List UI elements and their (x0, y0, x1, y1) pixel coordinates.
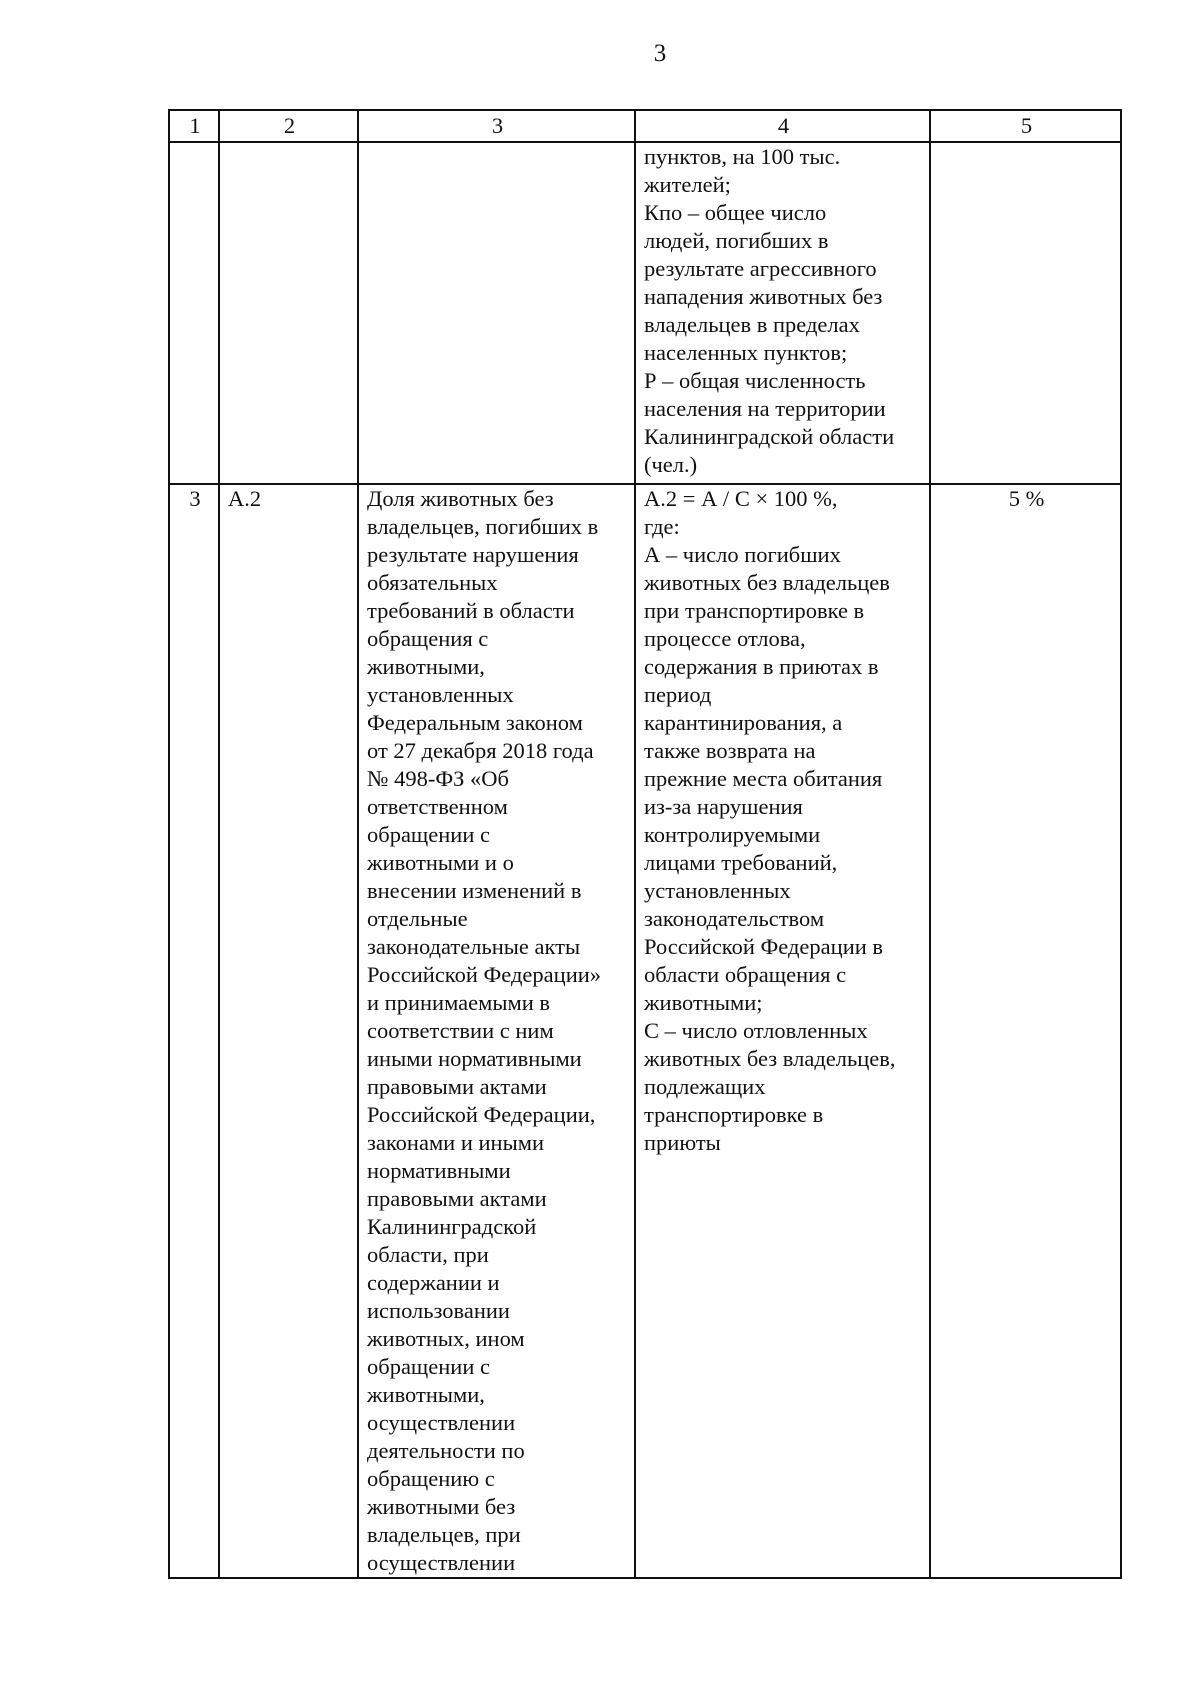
page-number: 3 (653, 40, 667, 67)
formula-text: пунктов, на 100 тыс. жителей; Кпо – общее число людей, погибших в результате агрессивного нападения животных без владельцев в пределах населенных пунктов; Р – общая численность населения на территории Калининградской области (чел.) (644, 144, 895, 477)
indicator-code-cell (219, 142, 358, 484)
formula-cell (635, 142, 930, 484)
header-col-5: 5 (930, 110, 1121, 142)
row-number-cell: 3 (169, 484, 219, 1578)
formula-text: А.2 = А / С × 100 %, где: А – число погибших животных без владельцев при транспортировке в процессе отлова, содержания в приютах в период карантинирования, а также возврата на прежние места обитания из-за нарушения контролируемыми лицами требований, установленных законодательством Российской Федерации в области обращения с животными; С – число отловленных животных без владельцев, подлежащих транспортировке в приюты (644, 486, 896, 1155)
table-row (169, 484, 1121, 1578)
header-col-2: 2 (219, 110, 358, 142)
indicator-name-text: Доля животных без владельцев, погибших в результате нарушения обязательных требований в области обращения с животными, установленных Федеральным законом от 27 декабря 2018 года № 498-ФЗ «Об ответственном обращении с животными и о внесении изменений в отдельные законодательные акты Российской Федерации» и принимаемыми в соответствии с ним иными нормативными правовыми актами Российской Федерации, законами и иными нормативными правовыми актами Калининградской области, при содержании и использовании животных, ином обращении с животными, осуществлении деятельности по обращению с животными без владельцев, при осуществлении (367, 486, 602, 1575)
header-col-1: 1 (169, 110, 219, 142)
row-number-cell (169, 142, 219, 484)
indicator-code-cell: А.2 (219, 484, 358, 1578)
formula-cell (635, 484, 930, 1578)
indicator-name-cell (358, 484, 635, 1578)
table-row (169, 142, 1121, 484)
indicator-table (168, 109, 1122, 1579)
target-value-cell (930, 142, 1121, 484)
header-col-3: 3 (358, 110, 635, 142)
table-header-row (169, 110, 1121, 142)
target-value-cell: 5 % (930, 484, 1121, 1578)
header-col-4: 4 (635, 110, 930, 142)
indicator-name-cell (358, 142, 635, 484)
